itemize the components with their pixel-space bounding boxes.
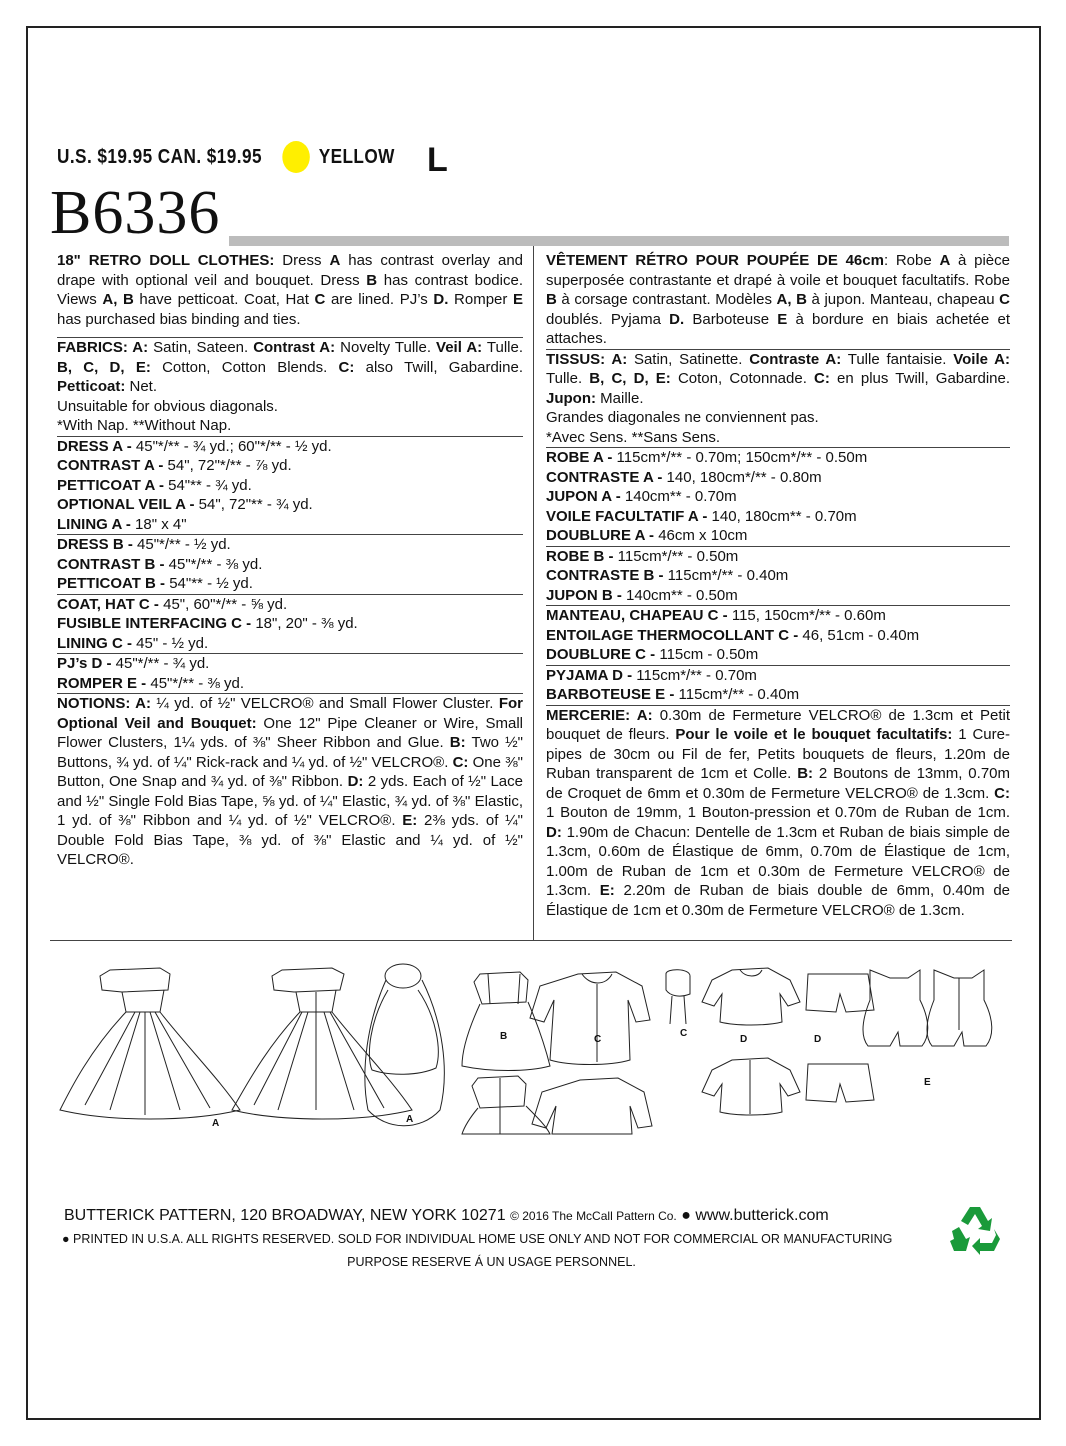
- pj-top-d-back-drawing: [702, 1058, 800, 1115]
- view-label-c2: C: [680, 1028, 688, 1039]
- en-yardage-line: OPTIONAL VEIL A - 54", 72"** - ¾ yd.: [57, 496, 313, 513]
- recycle-icon: [948, 1205, 1002, 1255]
- en-yardage-line: PJ’s D - 45"*/** - ¾ yd.: [57, 655, 210, 672]
- bullet-icon: ●: [62, 1232, 70, 1246]
- en-yardage-line: PETTICOAT A - 54"** - ¾ yd.: [57, 476, 252, 494]
- fabrics-text-en: FABRICS: A: Satin, Sateen. Contrast A: Novelty Tulle. Veil A: Tulle. B, C, D, E: Cotton, Cotton Blends. C: also Twill, Gabardine. Petticoat: Net.: [57, 339, 524, 395]
- view-illustrations: [50, 960, 1012, 1135]
- color-dot-icon: [283, 141, 311, 173]
- footer-address: BUTTERICK PATTERN, 120 BROADWAY, NEW YORK 10271: [64, 1207, 506, 1224]
- view-label-a1: A: [212, 1118, 220, 1129]
- footer-rights-2: PURPOSE RESERVE Á UN USAGE PERSONNEL.: [347, 1255, 636, 1269]
- pj-top-d-front-drawing: [702, 968, 800, 1025]
- fr-yardage-line: CONTRASTE B - 115cm*/** - 0.40m: [546, 567, 789, 584]
- price-text: U.S. $19.95 CAN. $19.95: [57, 145, 262, 168]
- fr-yardage-group: [546, 546, 1010, 606]
- fabrics-text-fr: TISSUS: A: Satin, Satinette. Contraste A: Tulle fantaisie. Voile A: Tulle. B, C, D, E: Coton, Cotonnade. C: en plus Twill, Gabardine. Jupon: Maille.: [546, 350, 1011, 407]
- fr-yardage-line: ROBE A - 115cm*/** - 0.70m; 150cm*/** - 0.50m: [546, 449, 868, 466]
- fr-yardage-line: DOUBLURE A - 46cm x 10cm: [546, 527, 748, 544]
- view-label-d2: D: [814, 1034, 822, 1045]
- fr-yardage-line: ROBE B - 115cm*/** - 0.50m: [546, 547, 739, 565]
- nap-fr: *Avec Sens. **Sans Sens.: [546, 428, 720, 446]
- en-yardage-line: COAT, HAT C - 45", 60"*/** - ⅝ yd.: [57, 595, 288, 613]
- fr-yardage-group: [546, 605, 1010, 665]
- fr-yardage-line: DOUBLURE C - 115cm - 0.50m: [546, 646, 759, 663]
- footer-copyright: © 2016 The McCall Pattern Co.: [510, 1209, 677, 1223]
- fr-yardage-group: [546, 665, 1010, 705]
- fr-yardage-line: MANTEAU, CHAPEAU C - 115, 150cm*/** - 0.60m: [546, 607, 886, 624]
- fr-yardage-line: VOILE FACULTATIF A - 140, 180cm** - 0.70m: [546, 507, 857, 525]
- view-label-c1: C: [594, 1034, 602, 1045]
- unsuitable-fr: Grandes diagonales ne conviennent pas.: [546, 409, 819, 426]
- fr-yardage-line: ENTOILAGE THERMOCOLLANT C - 46, 51cm - 0.40m: [546, 626, 920, 644]
- column-divider: [533, 246, 534, 940]
- dress-a-back-drawing: [232, 968, 412, 1119]
- color-word: YELLOW: [318, 145, 395, 168]
- en-yardage-line: FUSIBLE INTERFACING C - 18", 20" - ⅜ yd.: [57, 615, 358, 632]
- view-label-d1: D: [740, 1034, 748, 1045]
- english-column: [57, 251, 523, 870]
- fr-yardage-line: CONTRASTE A - 140, 180cm*/** - 0.80m: [546, 468, 822, 486]
- fr-yardage-line: JUPON A - 140cm** - 0.70m: [546, 488, 737, 505]
- view-label-e: E: [924, 1077, 931, 1088]
- coat-c-back-drawing: [532, 1078, 652, 1134]
- fr-yardage-line: JUPON B - 140cm** - 0.50m: [546, 586, 738, 604]
- bullet-icon: ●: [681, 1207, 691, 1224]
- header-bar: [229, 236, 1009, 246]
- nap-en: *With Nap. **Without Nap.: [57, 417, 232, 434]
- notions-en: NOTIONS: A: ¼ yd. of ½" VELCRO® and Small Flower Cluster. For Optional Veil and Bouquet: One 12" Pipe Cleaner or Wire, Small Flower Clusters, 1¼ yds. of ⅜" Sheer Ribbon and Glue. B: Two ½" Buttons, ¾ yd. of ¼" Rick-rack and ¼ yd. of ½" VELCRO®. C: One ⅜" Button, One Snap and ¾ yd. of ⅜" Ribbon. D: 2 yds. Each of ½" Lace and ½" Single Fold Bias Tape, ⅝ yd. of ¼" Elastic, ¾ yd. of ⅜" Elastic, 1 yd. of ⅜" Ribbon and ¼ yd. of ½" VELCRO®. E: 2⅜ yds. of ¼" Double Fold Bias Tape, ⅜ yd. of ⅜" Elastic and ¼ yd. of ½" VELCRO®.: [57, 695, 523, 868]
- romper-e-front-drawing: [863, 970, 928, 1046]
- bottom-rule: [50, 940, 1012, 941]
- en-yardage-line: PETTICOAT B - 54"** - ½ yd.: [57, 575, 253, 592]
- intro-fr: VÊTEMENT RÉTRO POUR POUPÉE DE 46cm: Robe A à pièce superposée contrastante et drapé à voile et bouquet facultatifs. Robe B à corsage contrastant. Modèles A, B à jupon. Manteau, chapeau C doublés. Pyjama D. Barboteuse E à bordure en biais achetée et attaches.: [546, 252, 1011, 347]
- fr-yardage-line: PYJAMA D - 115cm*/** - 0.70m: [546, 666, 757, 684]
- en-yardage-group: [57, 534, 523, 594]
- french-column: [546, 251, 1010, 920]
- romper-e-back-drawing: [927, 970, 992, 1046]
- veil-a-drawing: [365, 964, 444, 1126]
- coat-c-front-drawing: [530, 972, 650, 1065]
- view-label-a2: A: [406, 1114, 414, 1125]
- fr-yardage-line: BARBOTEUSE E - 115cm*/** - 0.40m: [546, 686, 800, 703]
- dress-a-front-drawing: [60, 968, 240, 1119]
- en-yardage-group: [57, 594, 523, 654]
- en-yardage-line: ROMPER E - 45"*/** - ⅜ yd.: [57, 674, 245, 692]
- view-label-b: B: [500, 1031, 508, 1042]
- en-yardage-line: CONTRAST A - 54", 72"*/** - ⅞ yd.: [57, 457, 292, 474]
- en-yardage-line: DRESS A - 45"*/** - ¾ yd.; 60"*/** - ½ yd.: [57, 437, 332, 455]
- size-letter: L: [427, 141, 448, 179]
- en-yardage-line: LINING A - 18" x 4": [57, 515, 187, 533]
- footer-address-line: [64, 1207, 829, 1225]
- dress-b-front-drawing: [462, 972, 550, 1071]
- footer-rights: [62, 1232, 892, 1246]
- hat-c-drawing: [666, 970, 690, 1024]
- fabrics-en: [57, 337, 523, 436]
- pattern-number: B6336: [50, 179, 221, 247]
- en-yardage-line: CONTRAST B - 45"*/** - ⅜ yd.: [57, 555, 263, 573]
- en-yardage-group: [57, 436, 523, 535]
- en-yardage-line: LINING C - 45" - ½ yd.: [57, 634, 209, 652]
- footer-rights-text: PRINTED IN U.S.A. ALL RIGHTS RESERVED. SOLD FOR INDIVIDUAL HOME USE ONLY AND NOT FOR COMMERCIAL OR MANUFACTURING: [73, 1232, 893, 1246]
- en-yardage-group: [57, 653, 523, 693]
- en-yardage-line: DRESS B - 45"*/** - ½ yd.: [57, 536, 231, 553]
- price-row: [57, 144, 395, 170]
- fr-yardage-group: [546, 447, 1010, 546]
- footer-website: www.butterick.com: [695, 1207, 829, 1224]
- unsuitable-en: Unsuitable for obvious diagonals.: [57, 397, 278, 415]
- intro-en: 18" RETRO DOLL CLOTHES: Dress A has contrast overlay and drape with optional veil and bouquet. Dress B has contrast bodice. Views A, B have petticoat. Coat, Hat C are lined. PJ’s D. Romper E has purchased bias binding and ties.: [57, 252, 524, 328]
- fabrics-fr: [546, 349, 1010, 448]
- notions-fr: MERCERIE: A: 0.30m de Fermeture VELCRO® de 1.3cm et Petit bouquet de fleurs. Pour le voile et le bouquet facultatifs: 1 Cure-pipes de 30cm ou Fil de fer, Petits bouquets de fleurs, 1.20m de Ruban transparent de 1cm et Colle. B: 2 Boutons de 13mm, 0.70m de Croquet de 6mm et 0.30m de Fermeture VELCRO® de 1.3cm. C: 1 Bouton de 19mm, 1 Bouton-pression et 0.70m de Ruban de 1cm. D: 1.90m de Chacun: Dentelle de 1.3cm et Ruban de biais simple de 1.3cm, 0.60m de Élastique de 6mm, 0.70m de Élastique de 1cm, 1.00m de Ruban de 1cm et 0.30m de Fermeture VELCRO® de 1.3cm. E: 2.20m de Ruban de biais double de 6mm, 0.40m de Élastique de 1cm et 0.30m de Fermeture VELCRO® de 1.3cm.: [546, 706, 1011, 919]
